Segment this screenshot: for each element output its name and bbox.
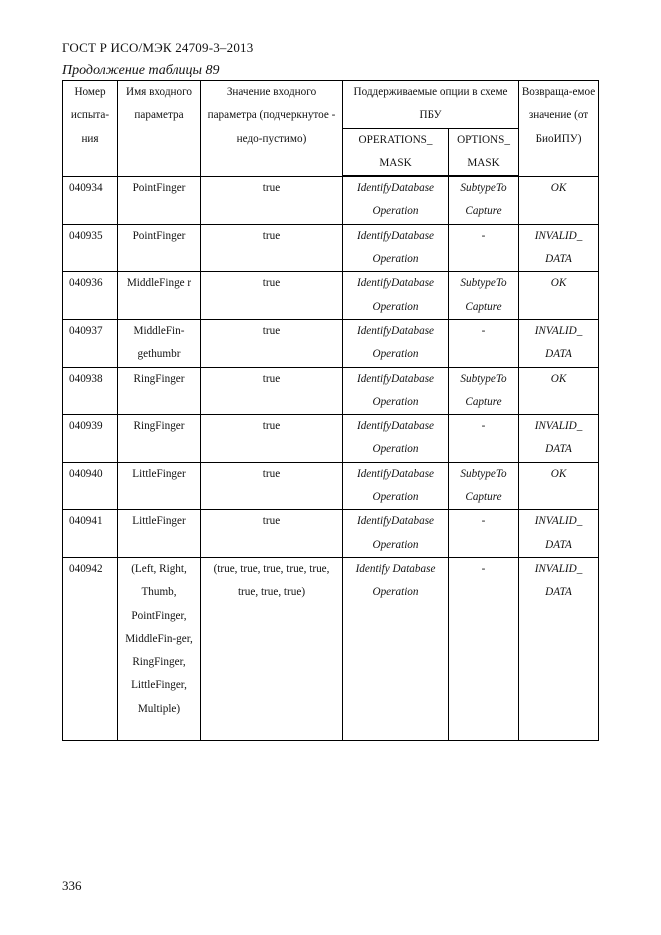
- col-header-supported: Поддерживаемые опции в схеме ПБУ: [343, 81, 519, 129]
- cell-value: true: [201, 176, 343, 224]
- cell-operations: IdentifyDatabase Operation: [343, 510, 449, 558]
- cell-operations: IdentifyDatabase Operation: [343, 272, 449, 320]
- cell-result: INVALID_ DATA: [519, 319, 599, 367]
- cell-number: 040936: [63, 272, 118, 320]
- cell-options: -: [449, 319, 519, 367]
- cell-number: 040935: [63, 224, 118, 272]
- cell-operations: Identify Database Operation: [343, 557, 449, 740]
- cell-name: PointFinger: [118, 224, 201, 272]
- cell-operations: IdentifyDatabase Operation: [343, 462, 449, 510]
- table-row: [63, 319, 599, 367]
- cell-name: RingFinger: [118, 367, 201, 415]
- cell-value: true: [201, 367, 343, 415]
- cell-result: OK: [519, 367, 599, 415]
- cell-operations: IdentifyDatabase Operation: [343, 224, 449, 272]
- col-header-value: Значение входного параметра (подчеркнутое - недо-пустимо): [201, 81, 343, 177]
- page-number: 336: [62, 878, 82, 893]
- cell-operations: IdentifyDatabase Operation: [343, 176, 449, 224]
- cell-value: true: [201, 415, 343, 463]
- cell-options: -: [449, 510, 519, 558]
- cell-name: (Left, Right, Thumb, PointFinger, MiddleFin-ger, RingFinger, LittleFinger, Multiple): [118, 557, 201, 740]
- cell-options: SubtypeTo Capture: [449, 176, 519, 224]
- cell-value: true: [201, 319, 343, 367]
- cell-number: 040939: [63, 415, 118, 463]
- cell-number: 040938: [63, 367, 118, 415]
- cell-result: OK: [519, 272, 599, 320]
- table-row: [63, 224, 599, 272]
- cell-operations: IdentifyDatabase Operation: [343, 367, 449, 415]
- cell-number: 040942: [63, 557, 118, 740]
- cell-options: -: [449, 557, 519, 740]
- col-header-options-mask: OPTIONS_ MASK: [449, 128, 519, 176]
- cell-result: INVALID_ DATA: [519, 557, 599, 740]
- cell-name: LittleFinger: [118, 462, 201, 510]
- cell-result: INVALID_ DATA: [519, 415, 599, 463]
- col-header-name: Имя входного параметра: [118, 81, 201, 177]
- col-header-operations-mask: OPERATIONS_ MASK: [343, 128, 449, 176]
- cell-options: SubtypeTo Capture: [449, 272, 519, 320]
- cell-value: true: [201, 272, 343, 320]
- cell-result: OK: [519, 462, 599, 510]
- table-row: [63, 415, 599, 463]
- table-row: [63, 176, 599, 224]
- document-header: ГОСТ Р ИСО/МЭК 24709-3–2013: [62, 40, 254, 55]
- table-row: [63, 367, 599, 415]
- cell-name: MiddleFinge r: [118, 272, 201, 320]
- cell-value: true: [201, 510, 343, 558]
- cell-name: LittleFinger: [118, 510, 201, 558]
- cell-result: OK: [519, 176, 599, 224]
- cell-options: SubtypeTo Capture: [449, 367, 519, 415]
- cell-value: (true, true, true, true, true, true, true, true): [201, 557, 343, 740]
- col-header-returned: Возвраща-емое значение (от БиоИПУ): [519, 81, 599, 177]
- cell-options: -: [449, 224, 519, 272]
- table-row: [63, 462, 599, 510]
- cell-number: 040941: [63, 510, 118, 558]
- table-row: [63, 557, 599, 740]
- cell-options: -: [449, 415, 519, 463]
- cell-name: MiddleFin-gethumbr: [118, 319, 201, 367]
- col-header-number: Номер испыта-ния: [63, 81, 118, 177]
- cell-operations: IdentifyDatabase Operation: [343, 319, 449, 367]
- table-row: [63, 510, 599, 558]
- table-row: [63, 272, 599, 320]
- cell-value: true: [201, 462, 343, 510]
- test-table: [62, 80, 599, 741]
- cell-number: 040934: [63, 176, 118, 224]
- cell-number: 040937: [63, 319, 118, 367]
- cell-number: 040940: [63, 462, 118, 510]
- table-caption: Продолжение таблицы 89: [62, 63, 220, 78]
- cell-result: INVALID_ DATA: [519, 510, 599, 558]
- cell-value: true: [201, 224, 343, 272]
- cell-name: PointFinger: [118, 176, 201, 224]
- cell-result: INVALID_ DATA: [519, 224, 599, 272]
- cell-name: RingFinger: [118, 415, 201, 463]
- cell-options: SubtypeTo Capture: [449, 462, 519, 510]
- cell-operations: IdentifyDatabase Operation: [343, 415, 449, 463]
